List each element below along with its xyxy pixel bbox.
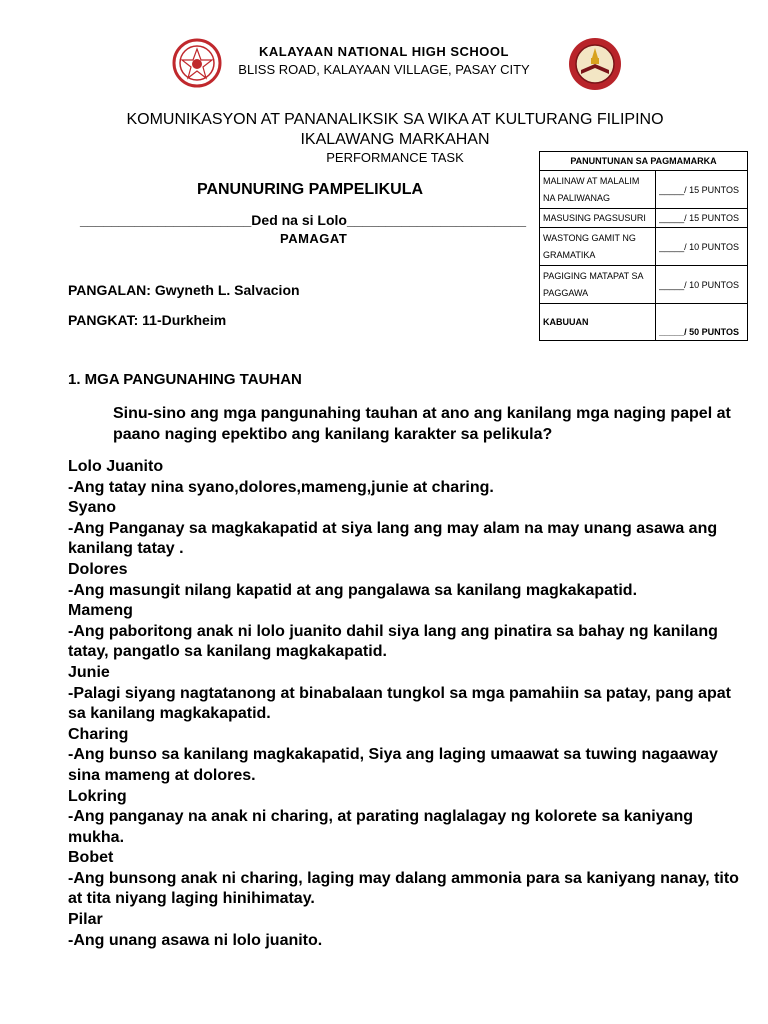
character-description: -Ang bunsong anak ni charing, laging may dalang ammonia para sa kaniyang nanay, tito at tita niyang laging hinihimatay. [68, 869, 739, 908]
character-name: Syano [68, 499, 117, 517]
student-group: PANGKAT: 11-Durkheim [68, 312, 227, 328]
subject-line-1: KOMUNIKASYON AT PANANALIKSIK SA WIKA AT KULTURANG FILIPINO [126, 111, 664, 128]
rubric-score: _____/ 10 PUNTOS [656, 266, 748, 304]
rubric-header: PANUNTUNAN SA PAGMAMARKA [540, 152, 748, 171]
character-name: Dolores [68, 560, 128, 578]
film-title-line: ______________________Ded na si Lolo_______________________ [80, 212, 527, 228]
character-name: Lolo Juanito [68, 458, 164, 475]
character-name: Bobet [68, 849, 114, 867]
section-question: Sinu-sino ang mga pangunahing tauhan at ano ang kanilang mga naging papel at paano naging epektibo ang kanilang karakter sa pelikula? [113, 405, 731, 443]
subject-title [0, 110, 768, 150]
character-description: -Ang panganay na anak ni charing, at parating naglalagay ng kolorete sa kaniyang mukha. [68, 808, 694, 846]
rubric-criterion: MASUSING PAGSUSURI [540, 209, 656, 228]
student-name: PANGALAN: Gwyneth L. Salvacion [68, 282, 300, 298]
character-description: -Ang bunso sa kanilang magkakapatid, Siya ang laging umaawat sa tuwing nagaaway sina mameng at dolores. [68, 746, 718, 784]
rubric-criterion: PAGIGING MATAPAT SA PAGGAWA [540, 266, 656, 304]
character-list [68, 457, 748, 951]
section-title: 1. MGA PANGUNAHING TAUHAN [68, 371, 302, 388]
school-address: BLISS ROAD, KALAYAAN VILLAGE, PASAY CITY [238, 62, 530, 77]
character-description: -Ang Panganay sa magkakapatid at siya lang ang may alam na may unang asawa ang kanilang tatay . [68, 519, 718, 558]
character-name: Junie [68, 663, 110, 681]
form-heading: PANUNURING PAMPELIKULA [196, 181, 424, 198]
subject-line-2: IKALAWANG MARKAHAN [300, 131, 490, 148]
rubric-score: _____/ 15 PUNTOS [656, 171, 748, 209]
rubric-criterion: WASTONG GAMIT NG GRAMATIKA [540, 228, 656, 266]
school-name: KALAYAAN NATIONAL HIGH SCHOOL [259, 44, 509, 59]
rubric-score: _____/ 10 PUNTOS [656, 228, 748, 266]
character-name: Mameng [68, 602, 133, 620]
character-description: -Ang tatay nina syano,dolores,mameng,junie at charing. [68, 478, 494, 496]
character-description: -Palagi siyang nagtatanong at binabalaan tungkol sa mga pamahiin sa patay, pang apat sa kanilang magkakapatid. [68, 684, 731, 723]
rubric-criterion: MALINAW AT MALALIM NA PALIWANAG [540, 171, 656, 209]
rubric-total-score: _____/ 50 PUNTOS [656, 304, 748, 341]
character-name: Pilar [68, 911, 103, 929]
character-description: -Ang unang asawa ni lolo juanito. [68, 931, 323, 949]
character-name: Charing [68, 725, 129, 743]
character-description: -Ang masungit nilang kapatid at ang pangalawa sa kanilang magkakapatid. [68, 581, 638, 599]
grading-rubric-table [539, 151, 748, 341]
title-caption: PAMAGAT [280, 231, 348, 246]
rubric-score: _____/ 15 PUNTOS [656, 209, 748, 228]
character-name: Lokring [68, 787, 127, 805]
character-description: -Ang paboritong anak ni lolo juanito dahil siya lang ang pinatira sa bahay ng kanilang tatay, pangatlo sa kanilang magkakapatid. [68, 622, 718, 661]
task-label: PERFORMANCE TASK [326, 150, 464, 165]
rubric-total-label: KABUUAN [540, 304, 656, 341]
